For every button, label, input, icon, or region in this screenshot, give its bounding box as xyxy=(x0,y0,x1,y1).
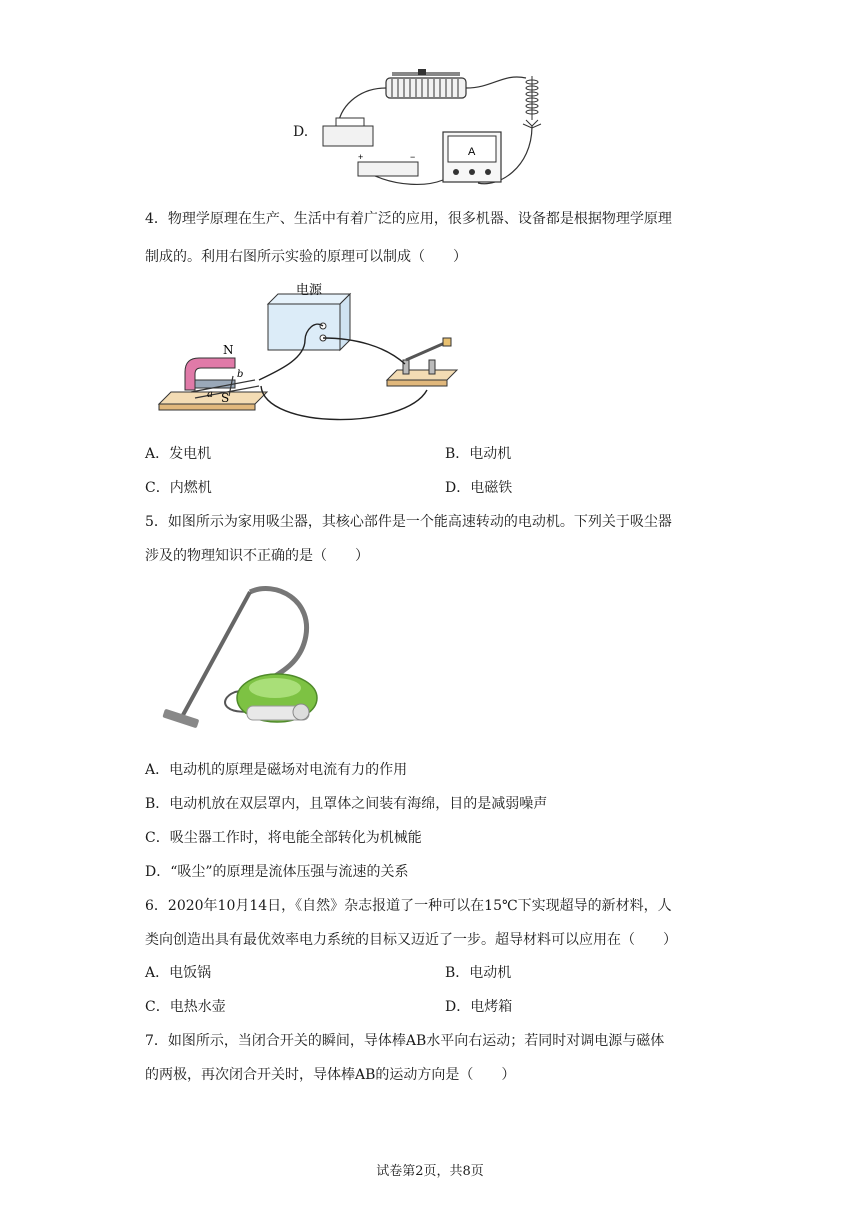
q4-motor-experiment-figure xyxy=(155,280,475,438)
q5-vacuum-cleaner-figure xyxy=(155,580,325,750)
rail-a-label: a xyxy=(207,389,213,400)
svg-text:A: A xyxy=(468,146,476,158)
q6-option-c[interactable]: C．电热水壶 xyxy=(145,999,226,1015)
q6-option-a[interactable]: A．电饭锅 xyxy=(145,965,212,981)
q4-option-a[interactable]: A．发电机 xyxy=(145,446,212,462)
q5-text-line1: 5．如图所示为家用吸尘器，其核心部件是一个能高速转动的电动机。下列关于吸尘器 xyxy=(145,514,672,530)
q5-option-a[interactable]: A．电动机的原理是磁场对电流有力的作用 xyxy=(145,762,408,778)
q6-text-line2: 类向创造出具有最优效率电力系统的目标又迈近了一步。超导材料可以应用在（ ） xyxy=(145,932,677,948)
magnet-n-label: N xyxy=(223,343,234,357)
page-footer: 试卷第2页，共8页 xyxy=(376,1164,484,1179)
q3-option-d-circuit-figure xyxy=(318,68,553,190)
q5-option-b[interactable]: B．电动机放在双层罩内，且罩体之间装有海绵，目的是减弱噪声 xyxy=(145,796,548,812)
svg-text:+: + xyxy=(358,152,364,162)
q5-option-d[interactable]: D．“吸尘”的原理是流体压强与流速的关系 xyxy=(145,864,409,880)
q4-text-line1: 4．物理学原理在生产、生活中有着广泛的应用，很多机器、设备都是根据物理学原理 xyxy=(145,211,672,227)
q4-text-line2: 制成的。利用右图所示实验的原理可以制成（ ） xyxy=(145,249,467,265)
rail-b-label: b xyxy=(237,369,244,380)
q5-option-c[interactable]: C．吸尘器工作时，将电能全部转化为机械能 xyxy=(145,830,422,846)
svg-text:−: − xyxy=(410,152,416,162)
power-supply-label: 电源 xyxy=(296,283,323,298)
q6-option-d[interactable]: D．电烤箱 xyxy=(445,999,513,1015)
magnet-s-label: S xyxy=(221,391,230,405)
q7-text-line1: 7．如图所示，当闭合开关的瞬间，导体棒AB水平向右运动；若同时对调电源与磁体 xyxy=(145,1033,665,1049)
q6-text-line1: 6．2020年10月14日，《自然》杂志报道了一种可以在15℃下实现超导的新材料，人 xyxy=(145,898,672,914)
q4-option-b[interactable]: B．电动机 xyxy=(445,446,512,462)
q5-text-line2: 涉及的物理知识不正确的是（ ） xyxy=(145,548,369,564)
q7-text-line2: 的两极，再次闭合开关时，导体棒AB的运动方向是（ ） xyxy=(145,1067,516,1083)
q3-option-d-label: D. xyxy=(293,124,309,140)
q6-option-b[interactable]: B．电动机 xyxy=(445,965,512,981)
q4-option-d[interactable]: D．电磁铁 xyxy=(445,480,513,496)
q4-option-c[interactable]: C．内燃机 xyxy=(145,480,212,496)
